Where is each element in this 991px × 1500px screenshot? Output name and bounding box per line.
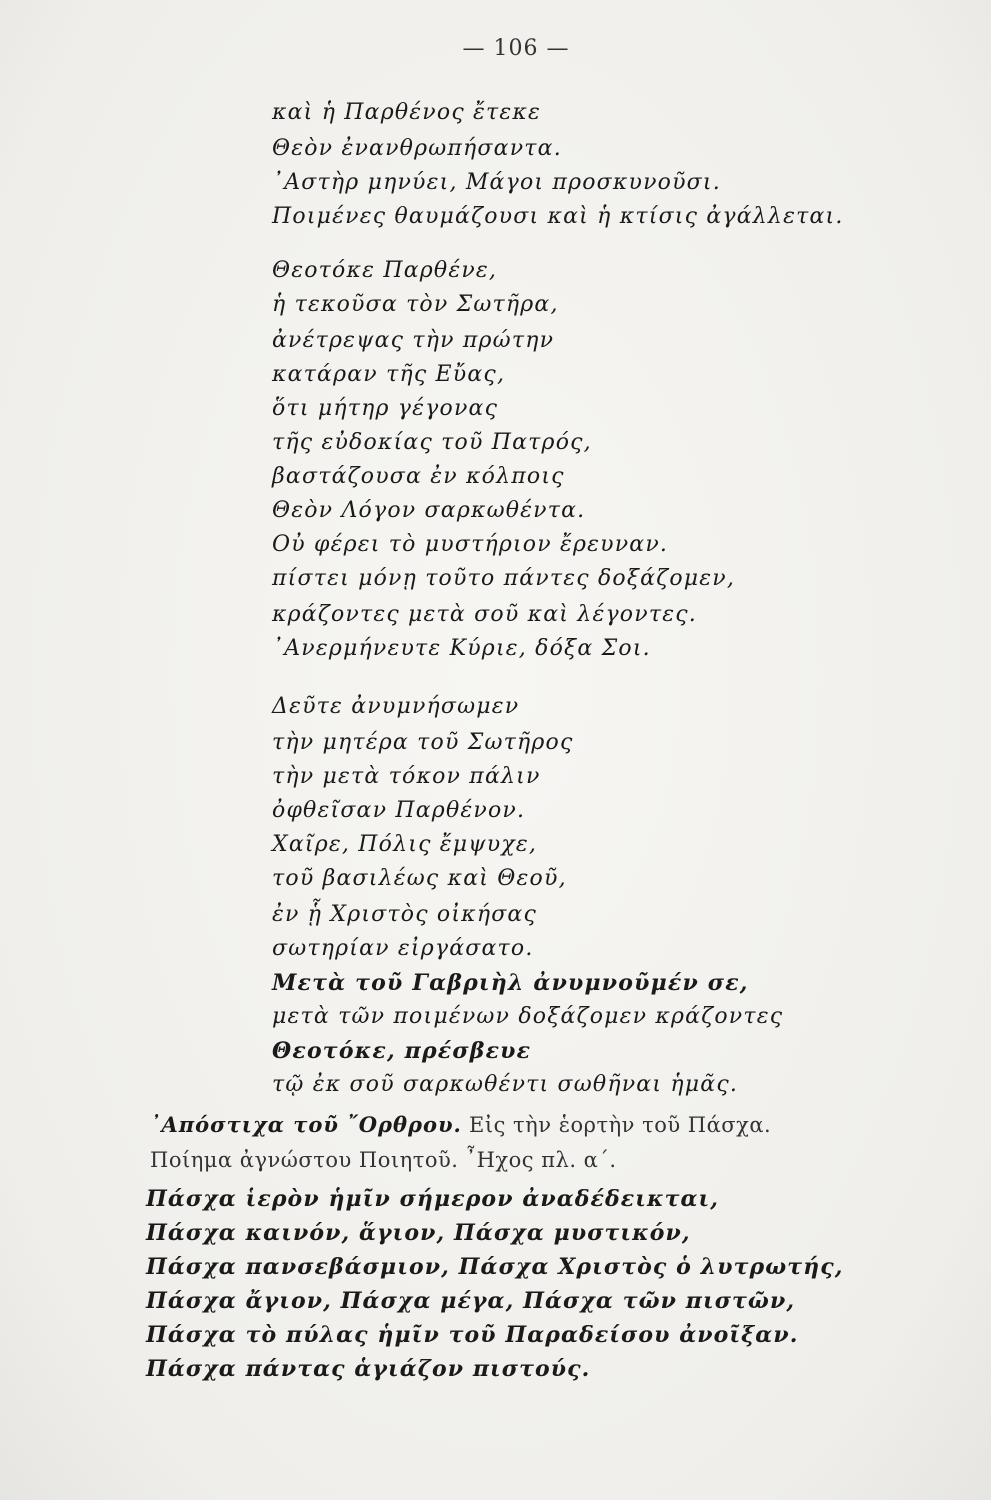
hymn-line: Πάσχα καινόν, ἅγιον, Πάσχα μυστικόν, bbox=[146, 1220, 691, 1246]
stanza2-line: πίστει μόνῃ τοῦτο πάντες δοξάζομεν, bbox=[272, 566, 736, 591]
hymn-line: Πάσχα ἱερὸν ἡμῖν σήμερον ἀναδέδεικται, bbox=[146, 1186, 720, 1212]
hymn-line: Πάσχα πάντας ἁγιάζον πιστούς. bbox=[146, 1356, 591, 1382]
stanza1-line: Θεὸν ἐνανθρωπήσαντα. bbox=[272, 136, 562, 161]
stanza3-line: Μετὰ τοῦ Γαβριὴλ ἀνυμνοῦμέν σε, bbox=[272, 970, 749, 996]
section-heading-title: ᾿Απόστιχα τοῦ ῎Ορθρου. bbox=[150, 1112, 462, 1137]
stanza2-line: ὅτι μήτηρ γέγονας bbox=[272, 396, 499, 421]
stanza1-line: καὶ ἡ Παρθένος ἔτεκε bbox=[272, 100, 542, 125]
page-number: — 106 — bbox=[462, 36, 570, 61]
stanza2-line: κράζοντες μετὰ σοῦ καὶ λέγοντες. bbox=[272, 602, 697, 627]
stanza3-line: σωτηρίαν εἰργάσατο. bbox=[272, 936, 534, 961]
stanza2-line: βαστάζουσα ἐν κόλποις bbox=[272, 464, 565, 489]
stanza3-line: τὴν μετὰ τόκον πάλιν bbox=[272, 764, 541, 789]
section-heading-subtitle: Εἰς τὴν ἑορτὴν τοῦ Πάσχα. bbox=[461, 1113, 772, 1137]
stanza3-line: Χαῖρε, Πόλις ἔμψυχε, bbox=[272, 832, 538, 857]
stanza2-line: ἀνέτρεψας τὴν πρώτην bbox=[272, 328, 555, 353]
stanza3-line: ὀφθεῖσαν Παρθένον. bbox=[272, 798, 526, 823]
stanza3-line: Δεῦτε ἀνυμνήσωμεν bbox=[272, 694, 520, 719]
hymn-line: Πάσχα πανσεβάσμιον, Πάσχα Χριστὸς ὁ λυτρωτής, bbox=[146, 1254, 844, 1280]
stanza2-line: Θεοτόκε Παρθένε, bbox=[272, 258, 498, 283]
hymn-line: Πάσχα ἄγιον, Πάσχα μέγα, Πάσχα τῶν πιστῶν, bbox=[146, 1288, 796, 1314]
stanza3-line: Θεοτόκε, πρέσβευε bbox=[272, 1038, 532, 1064]
stanza3-line: τὴν μητέρα τοῦ Σωτῆρος bbox=[272, 730, 574, 755]
stanza3-line: μετὰ τῶν ποιμένων δοξάζομεν κράζοντες bbox=[272, 1004, 784, 1029]
stanza2-line: ᾿Ανερμήνευτε Κύριε, δόξα Σοι. bbox=[272, 636, 651, 661]
stanza1-line: Ποιμένες θαυμάζουσι καὶ ἡ κτίσις ἀγάλλεται. bbox=[272, 204, 844, 229]
stanza1-line: ᾿Αστὴρ μηνύει, Μάγοι προσκυνοῦσι. bbox=[272, 170, 721, 195]
stanza3-line: τοῦ βασιλέως καὶ Θεοῦ, bbox=[272, 866, 567, 891]
section-heading-attribution: Ποίημα ἀγνώστου Ποιητοῦ. ῏Ηχος πλ. α΄. bbox=[150, 1148, 617, 1172]
section-heading bbox=[150, 1112, 910, 1137]
hymn-line: Πάσχα τὸ πύλας ἡμῖν τοῦ Παραδείσου ἀνοῖξαν. bbox=[146, 1322, 799, 1348]
stanza2-line: κατάραν τῆς Εὔας, bbox=[272, 362, 506, 387]
stanza3-line: ἐν ᾗ Χριστὸς οἰκήσας bbox=[272, 902, 537, 927]
stanza2-line: Θεὸν Λόγον σαρκωθέντα. bbox=[272, 498, 586, 523]
stanza2-line: ἡ τεκοῦσα τὸν Σωτῆρα, bbox=[272, 292, 559, 317]
stanza2-line: τῆς εὐδοκίας τοῦ Πατρός, bbox=[272, 430, 592, 455]
stanza3-line: τῷ ἐκ σοῦ σαρκωθέντι σωθῆναι ἡμᾶς. bbox=[272, 1072, 739, 1097]
stanza2-line: Οὐ φέρει τὸ μυστήριον ἔρευναν. bbox=[272, 532, 669, 557]
